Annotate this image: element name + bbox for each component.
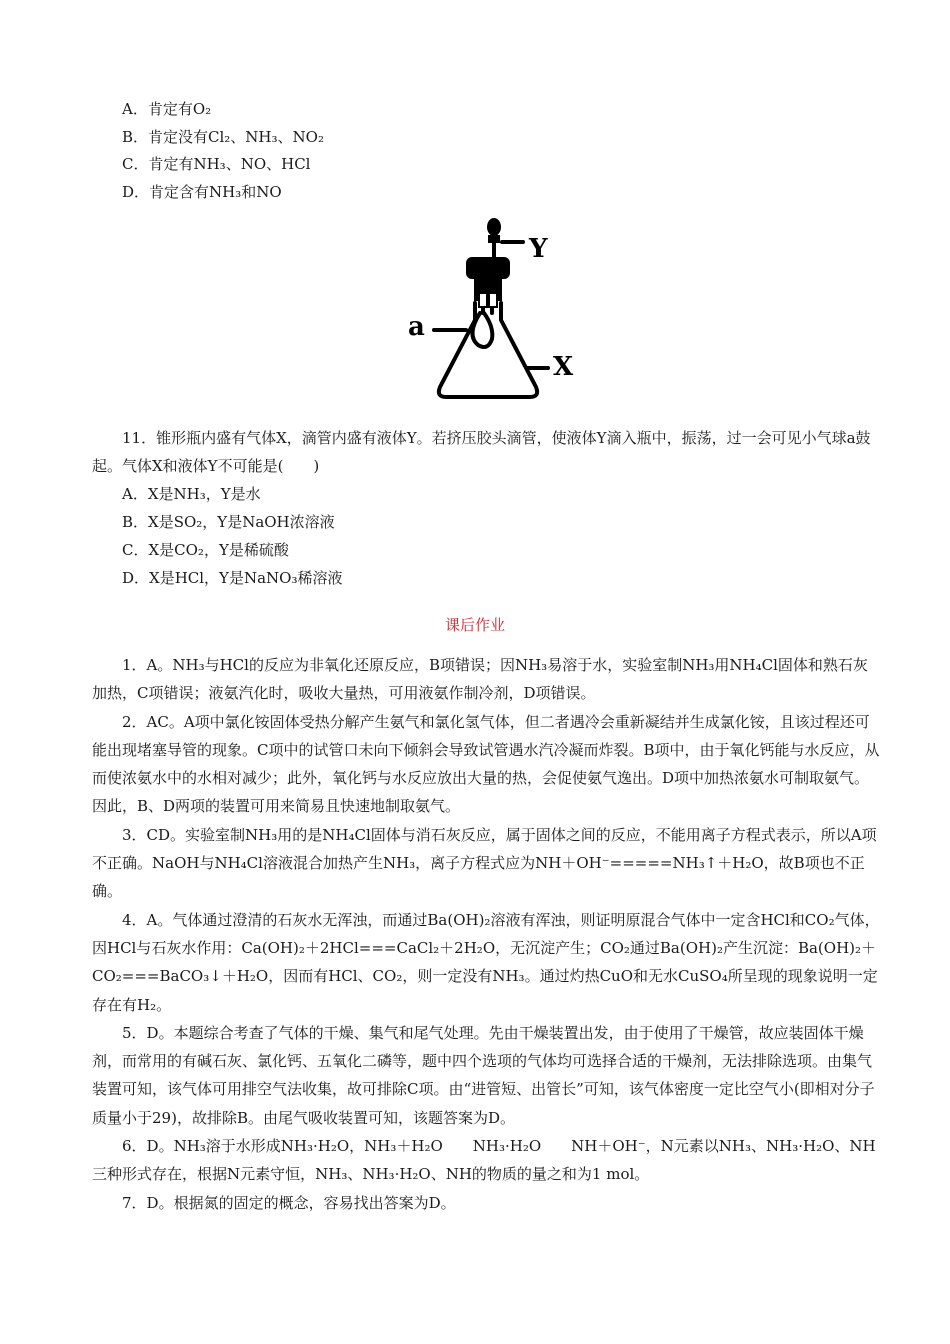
question-11 [92,424,872,592]
q11-option-c: C．X是CO₂，Y是稀硫酸 [122,541,289,559]
section-title: 课后作业 [444,616,505,634]
q11-option-d: D．X是HCl，Y是NaNO₃稀溶液 [122,569,343,587]
answer-7: 7．D。根据氮的固定的概念，容易找出答案为D。 [122,1193,456,1212]
answer-4: 4．A。气体通过澄清的石灰水无浑浊，而通过Ba(OH)₂溶液有浑浊，则证明原混合气体中一定含HCl和CO₂气体，因HCl与石灰水作用：Ca(OH)₂＋2HCl===CaCl₂＋2H₂O，无沉淀产生；CO₂通过Ba(OH)₂产生沉淀：Ba(OH)₂＋CO₂===BaCO₃↓＋H₂O，因而有HCl、CO₂，则一定没有NH₃。通过灼热CuO和无水CuSO₄所呈现的现象说明一定存在有H₂。 [92,910,880,1014]
answers-block [92,651,882,1217]
q11-option-a: A．X是NH₃，Y是水 [122,485,261,503]
label-x: X [553,352,574,382]
answer-6: 6．D。NH₃溶于水形成NH₃·H₂O，NH₃＋H₂O NH₃·H₂O NH＋OH⁻，N元素以NH₃、NH₃·H₂O、NH三种形式存在，根据N元素守恒，NH₃、NH₃·H₂O、NH的物质的量之和为1 mol。 [92,1137,876,1184]
q10-option-d: D．肯定含有NH₃和NO [122,183,282,201]
q11-stem: 11．锥形瓶内盛有气体X，滴管内盛有液体Y。若挤压胶头滴管，使液体Y滴入瓶中，振荡，过一会可见小气球a鼓起。气体X和液体Y不可能是( ) [92,429,871,475]
q11-option-b: B．X是SO₂，Y是NaOH浓溶液 [122,513,335,531]
q10-option-b: B．肯定没有Cl₂、NH₃、NO₂ [122,128,324,146]
answer-5: 5．D。本题综合考查了气体的干燥、集气和尾气处理。先由干燥装置出发，由于使用了干燥管，故应装固体干燥剂，而常用的有碱石灰、氯化钙、五氧化二磷等，题中四个选项的气体均可选择合适的干燥剂，无法排除选项。由集气装置可知，该气体可用排空气法收集，故可排除C项。由“进管短、出管长”可知，该气体密度一定比空气小(即相对分子质量小于29)，故排除B。由尾气吸收装置可知，该题答案为D。 [92,1023,875,1127]
answer-2: 2．AC。A项中氯化铵固体受热分解产生氨气和氯化氢气体，但二者遇冷会重新凝结并生成氯化铵，且该过程还可能出现堵塞导管的现象。C项中的试管口未向下倾斜会导致试管遇水汽冷凝而炸裂。B项中，由于氧化钙能与水反应，从而使浓氨水中的水相对减少；此外，氧化钙与水反应放出大量的热，会促使氨气逸出。D项中加热浓氨水可制取氨气。因此，B、D两项的装置可用来简易且快速地制取氨气。 [92,712,880,816]
answer-3: 3．CD。实验室制NH₃用的是NH₄Cl固体与消石灰反应，属于固体之间的反应，不能用离子方程式表示，所以A项不正确。NaOH与NH₄Cl溶液混合加热产生NH₃，离子方程式应为NH＋OH⁻=====NH₃↑＋H₂O，故B项也不正确。 [92,825,877,901]
q10-option-a: A．肯定有O₂ [122,100,212,118]
flask-diagram [400,215,590,410]
answer-1: 1．A。NH₃与HCl的反应为非氧化还原反应，B项错误；因NH₃易溶于水，实验室制NH₃用NH₄Cl固体和熟石灰加热，C项错误；液氨汽化时，吸收大量热，可用液氨作制冷剂，D项错误。 [92,656,868,703]
label-a: a [408,312,425,342]
q10-option-c: C．肯定有NH₃、NO、HCl [122,155,311,173]
label-y: Y [529,234,548,264]
